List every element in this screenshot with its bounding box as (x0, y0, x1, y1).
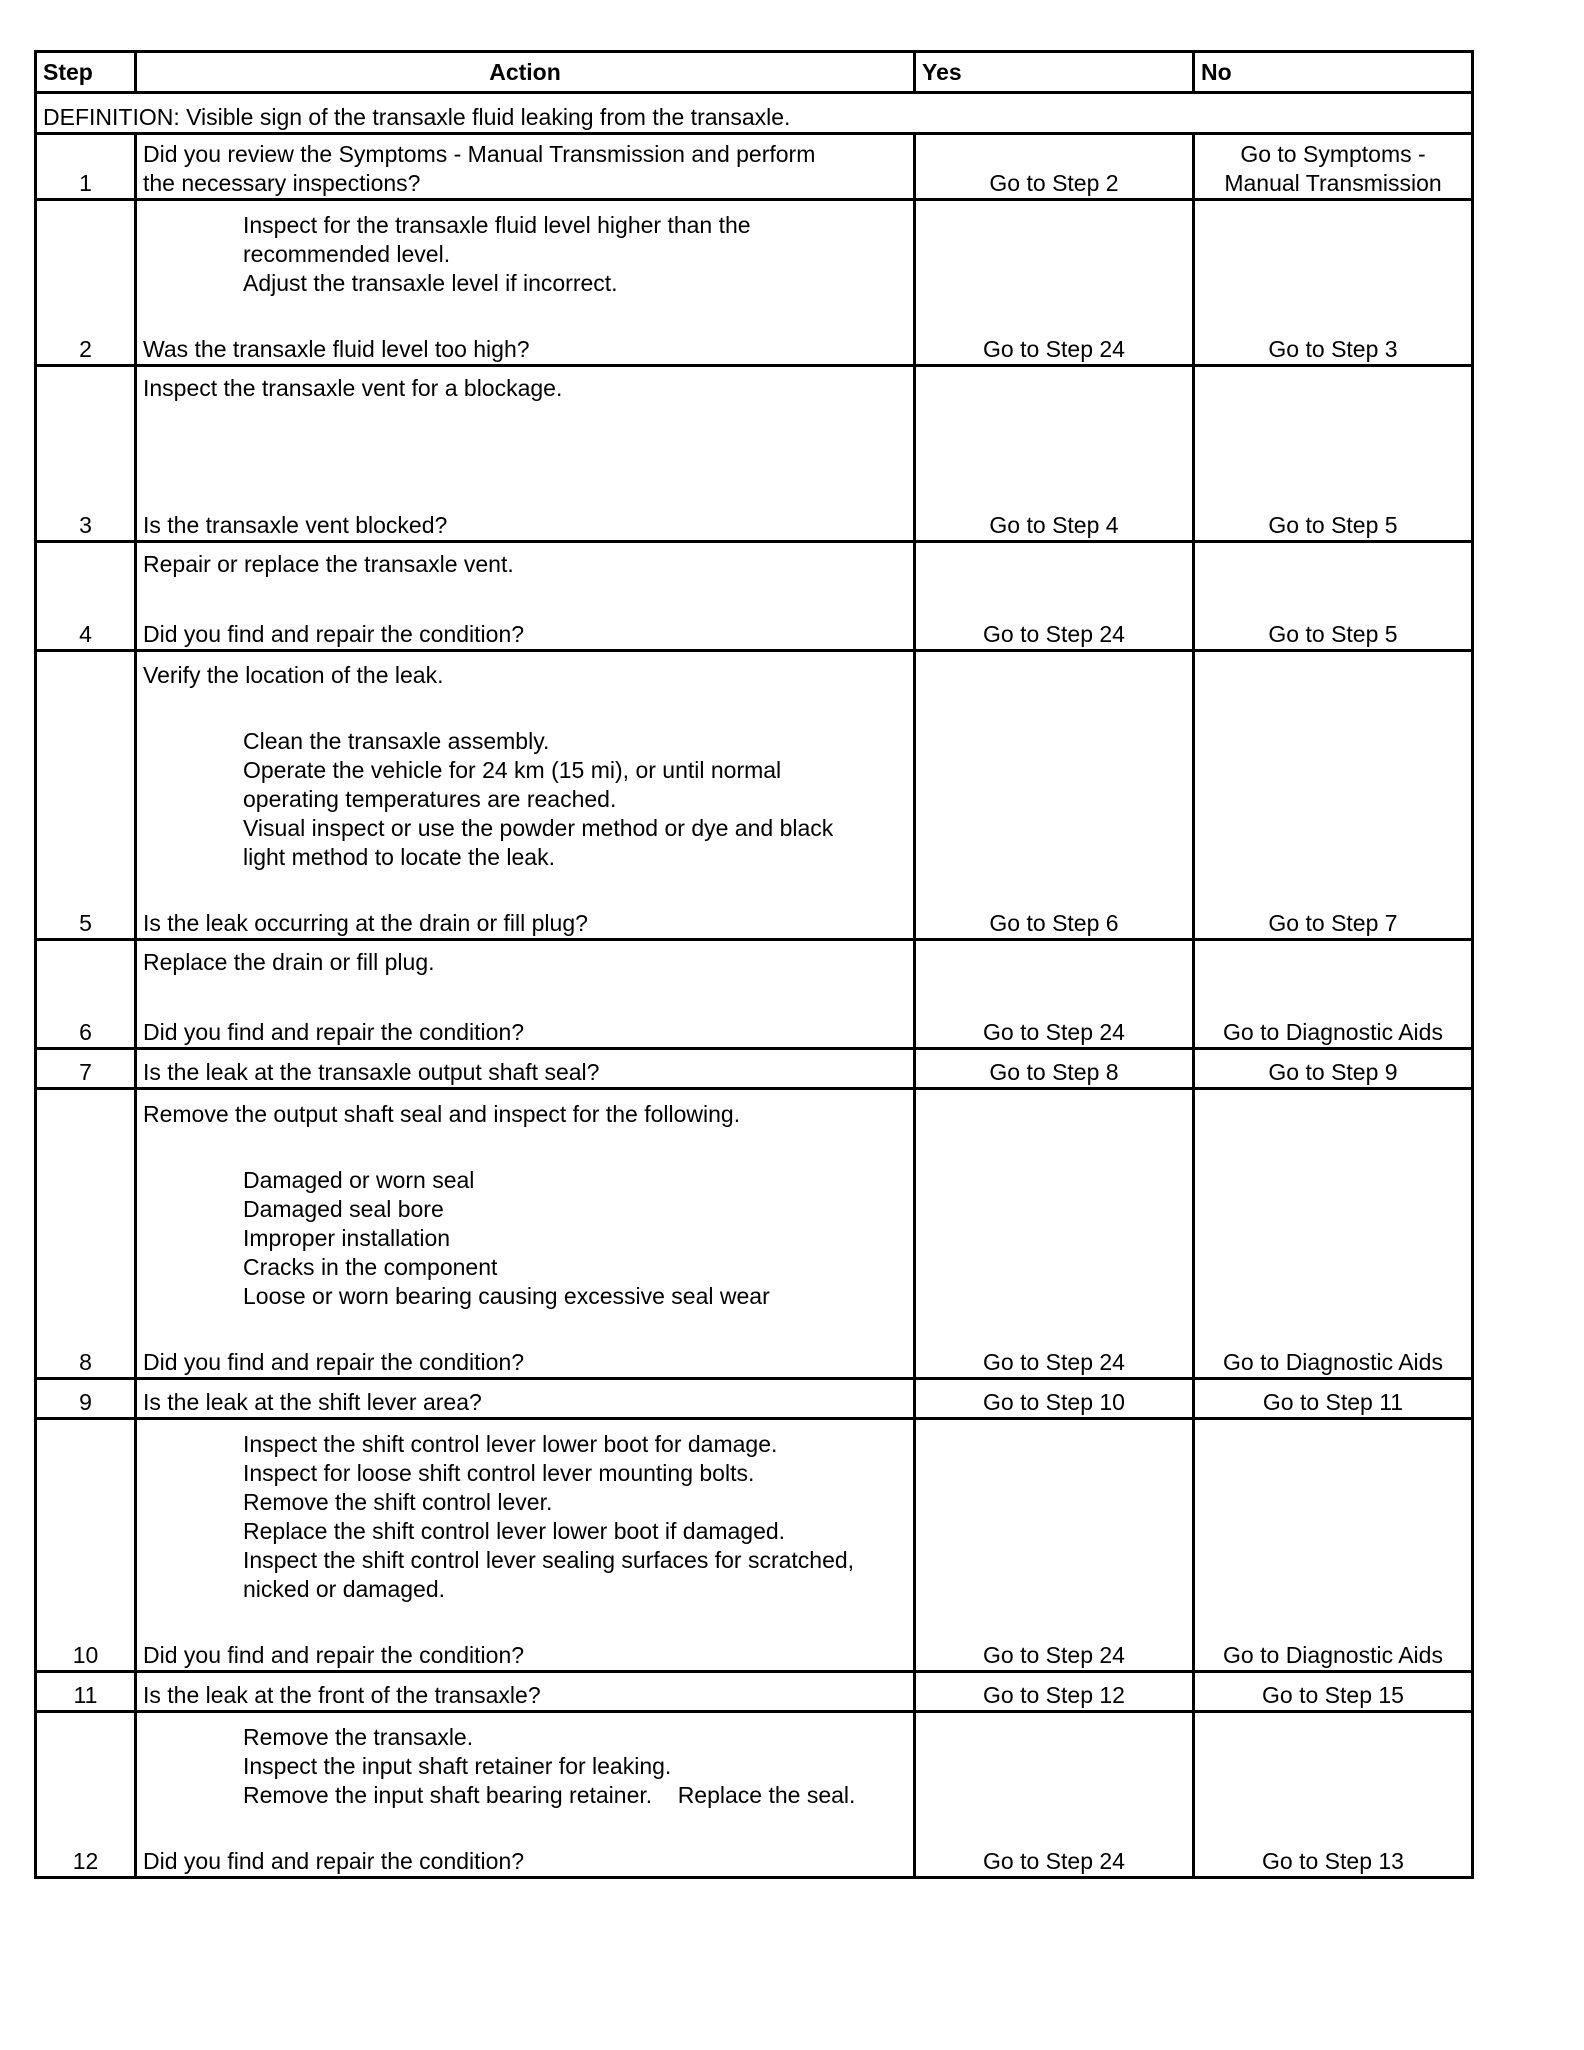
table-row (36, 1712, 1473, 1878)
table-row (36, 1049, 1473, 1089)
no-cell: Go to Step 5 (1194, 366, 1473, 542)
yes-cell: Go to Step 8 (915, 1049, 1194, 1089)
action-question: Is the leak at the shift lever area? (136, 1379, 915, 1419)
action-item: Adjust the transaxle level if incorrect. (243, 270, 618, 296)
header-no: No (1194, 52, 1473, 93)
table-row (36, 366, 1473, 542)
action-item: Inspect the shift control lever sealing surfaces for scratched, (243, 1547, 855, 1573)
yes-cell: Go to Step 4 (915, 366, 1194, 542)
no-cell: Go to Step 3 (1194, 200, 1473, 366)
action-item: Cracks in the component (243, 1254, 498, 1280)
action-question: Is the leak at the front of the transaxle? (136, 1672, 915, 1712)
definition-text: DEFINITION: Visible sign of the transaxle fluid leaking from the transaxle. (36, 93, 1473, 134)
table-row (36, 1379, 1473, 1419)
yes-cell: Go to Step 10 (915, 1379, 1194, 1419)
action-item: nicked or damaged. (243, 1576, 446, 1602)
step-number: 7 (36, 1049, 136, 1089)
no-cell: Go to Step 15 (1194, 1672, 1473, 1712)
action-item: Remove the transaxle. (243, 1724, 474, 1750)
action-item: Remove the input shaft bearing retainer. Replace the seal. (243, 1782, 856, 1808)
no-cell: Go to Diagnostic Aids (1194, 940, 1473, 1049)
yes-cell: Go to Step 24 (915, 542, 1194, 651)
header-step: Step (36, 52, 136, 93)
step-number: 10 (36, 1419, 136, 1672)
spacer (143, 579, 907, 620)
action-cell (136, 651, 915, 940)
action-item: Visual inspect or use the powder method or dye and black (243, 815, 834, 841)
table-row (36, 134, 1473, 200)
no-cell: Go to Step 11 (1194, 1379, 1473, 1419)
action-item: Inspect for loose shift control lever mounting bolts. (243, 1460, 755, 1486)
action-question: Did you find and repair the condition? (143, 1642, 525, 1668)
spacer (143, 1810, 907, 1847)
step-number: 2 (36, 200, 136, 366)
action-item: Improper installation (243, 1225, 451, 1251)
action-cell (136, 542, 915, 651)
yes-cell: Go to Step 24 (915, 1712, 1194, 1878)
spacer (143, 977, 907, 1018)
step-number: 5 (36, 651, 136, 940)
header-row (36, 52, 1473, 93)
yes-cell: Go to Step 12 (915, 1672, 1194, 1712)
header-action: Action (136, 52, 915, 93)
action-question: Is the leak occurring at the drain or fill plug? (143, 910, 588, 936)
no-cell: Go to Step 7 (1194, 651, 1473, 940)
no-cell (1194, 134, 1473, 200)
no-cell: Go to Step 13 (1194, 1712, 1473, 1878)
spacer (143, 1311, 907, 1348)
action-item: recommended level. (243, 241, 451, 267)
table-row (36, 651, 1473, 940)
action-item: Loose or worn bearing causing excessive seal wear (243, 1283, 770, 1309)
spacer (143, 872, 907, 909)
yes-cell: Go to Step 24 (915, 940, 1194, 1049)
table-row (36, 1672, 1473, 1712)
action-intro: Verify the location of the leak. (143, 662, 444, 688)
action-question: Is the leak at the transaxle output shaft seal? (136, 1049, 915, 1089)
action-item: Damaged seal bore (243, 1196, 444, 1222)
action-question: Did you find and repair the condition? (143, 1848, 525, 1874)
action-item: light method to locate the leak. (243, 844, 555, 870)
action-intro: Replace the drain or fill plug. (143, 949, 435, 975)
action-cell (136, 1712, 915, 1878)
table-row (36, 1089, 1473, 1379)
action-item: Replace the shift control lever lower boot if damaged. (243, 1518, 786, 1544)
yes-cell: Go to Step 24 (915, 200, 1194, 366)
step-number: 9 (36, 1379, 136, 1419)
header-yes: Yes (915, 52, 1194, 93)
action-cell (136, 1089, 915, 1379)
action-question: Did you find and repair the condition? (143, 1349, 525, 1375)
action-intro: Remove the output shaft seal and inspect for the following. (143, 1101, 741, 1127)
no-line: Go to Symptoms - (1240, 141, 1426, 167)
table-row (36, 200, 1473, 366)
definition-row (36, 93, 1473, 134)
step-number: 6 (36, 940, 136, 1049)
no-cell: Go to Step 5 (1194, 542, 1473, 651)
action-question: Did you find and repair the condition? (143, 621, 525, 647)
yes-cell: Go to Step 24 (915, 1089, 1194, 1379)
spacer (143, 403, 907, 511)
action-cell (136, 366, 915, 542)
spacer (143, 1604, 907, 1641)
action-item: Inspect the input shaft retainer for leaking. (243, 1753, 672, 1779)
diagnostic-table (34, 50, 1474, 1879)
action-question: Was the transaxle fluid level too high? (143, 336, 530, 362)
action-item: Damaged or worn seal (243, 1167, 475, 1193)
no-cell: Go to Diagnostic Aids (1194, 1419, 1473, 1672)
table-row (36, 1419, 1473, 1672)
action-item: Inspect for the transaxle fluid level higher than the (243, 212, 751, 238)
action-intro: Inspect the transaxle vent for a blockage. (143, 375, 563, 401)
action-cell (136, 940, 915, 1049)
action-cell (136, 1419, 915, 1672)
action-question: Is the transaxle vent blocked? (143, 512, 448, 538)
action-line: the necessary inspections? (143, 170, 421, 196)
action-item: Operate the vehicle for 24 km (15 mi), or until normal (243, 757, 782, 783)
action-cell (136, 200, 915, 366)
step-number: 1 (36, 134, 136, 200)
action-intro: Repair or replace the transaxle vent. (143, 551, 514, 577)
no-cell: Go to Diagnostic Aids (1194, 1089, 1473, 1379)
action-question: Did you find and repair the condition? (143, 1019, 525, 1045)
spacer (143, 298, 907, 335)
action-item: Inspect the shift control lever lower boot for damage. (243, 1431, 778, 1457)
yes-cell: Go to Step 2 (915, 134, 1194, 200)
table-row (36, 542, 1473, 651)
step-number: 11 (36, 1672, 136, 1712)
yes-cell: Go to Step 6 (915, 651, 1194, 940)
step-number: 12 (36, 1712, 136, 1878)
no-line: Manual Transmission (1224, 170, 1442, 196)
action-line: Did you review the Symptoms - Manual Transmission and perform (143, 141, 816, 167)
spacer (143, 1129, 907, 1166)
action-item: Remove the shift control lever. (243, 1489, 553, 1515)
step-number: 3 (36, 366, 136, 542)
yes-cell: Go to Step 24 (915, 1419, 1194, 1672)
table-row (36, 940, 1473, 1049)
action-item: operating temperatures are reached. (243, 786, 617, 812)
spacer (143, 690, 907, 727)
action-item: Clean the transaxle assembly. (243, 728, 550, 754)
step-number: 4 (36, 542, 136, 651)
no-cell: Go to Step 9 (1194, 1049, 1473, 1089)
step-number: 8 (36, 1089, 136, 1379)
action-cell (136, 134, 915, 200)
